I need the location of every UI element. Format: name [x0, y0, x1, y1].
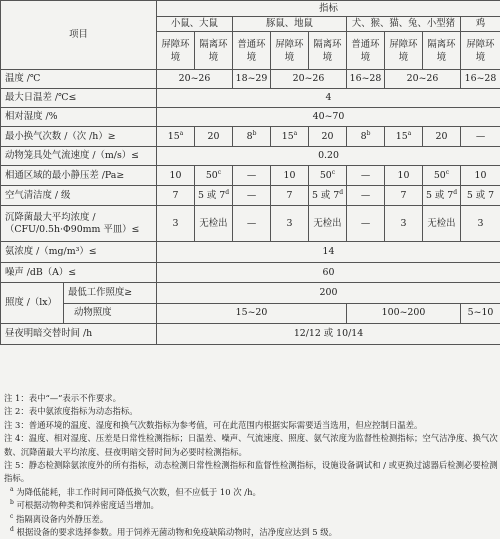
row-label: 动物笼具处气流速度 /（m/s）≤: [1, 147, 157, 166]
cell: 50$^c$: [309, 166, 347, 186]
cell: 15$^a$: [157, 127, 195, 147]
cell: 15$^a$: [385, 127, 423, 147]
cell: 12/12 或 10/14: [157, 324, 500, 345]
cell: 3: [385, 206, 423, 242]
cell: 4: [157, 89, 500, 108]
table-notes: [0, 392, 500, 539]
env-header: 隔离环境: [423, 32, 461, 70]
cell: —: [233, 186, 271, 206]
cell: 20: [309, 127, 347, 147]
header-group-chicken: 鸡: [461, 17, 500, 32]
cell: 15$^a$: [271, 127, 309, 147]
cell: 3: [461, 206, 500, 242]
cell: 50$^c$: [195, 166, 233, 186]
row-label: 氨浓度 /（mg/m³）≤: [1, 242, 157, 263]
env-header: 普通环境: [233, 32, 271, 70]
row-temperature: [1, 70, 500, 89]
cell: 15~20: [157, 303, 347, 324]
row-light-cycle: [1, 324, 500, 345]
cell: 20: [195, 127, 233, 147]
header-group-dog-monkey: 犬、猴、猫、兔、小型猪: [347, 17, 461, 32]
row-relative-humidity: [1, 108, 500, 127]
cell: 5 或 7$^d$: [195, 186, 233, 206]
row-settling-bacteria: [1, 206, 500, 242]
cell: 40~70: [157, 108, 500, 127]
cell: 无检出: [195, 206, 233, 242]
note-3: 注 3：普通环境的温度、湿度和换气次数指标为参考值，可在此范围内根据实际需要适当选用，但应控制日温差。: [0, 419, 500, 432]
cell: 5 或 7$^d$: [309, 186, 347, 206]
min-work-illuminance-label: 最低工作照度≥: [64, 283, 156, 304]
row-label: 相对湿度 /%: [1, 108, 157, 127]
row-label: 最大日温差 /℃≤: [1, 89, 157, 108]
row-ammonia: [1, 242, 500, 263]
cell: 7: [385, 186, 423, 206]
cell: 5 或 7$^d$: [423, 186, 461, 206]
header-group-guinea-pig-hamster: 豚鼠、地鼠: [233, 17, 347, 32]
cell: 14: [157, 242, 500, 263]
cell: 200: [157, 283, 500, 304]
row-noise: [1, 263, 500, 283]
cell: —: [347, 206, 385, 242]
row-label: 相通区域的最小静压差 /Pa≥: [1, 166, 157, 186]
row-label: 照度 /（lx）: [1, 283, 63, 323]
row-label: 沉降菌最大平均浓度 /（CFU/0.5h·Φ90mm 平皿）≤: [1, 206, 157, 242]
row-airflow-speed: [1, 147, 500, 166]
env-header: 屏障环境: [461, 32, 500, 70]
env-header: 屏障环境: [271, 32, 309, 70]
row-illuminance-min: [1, 283, 500, 304]
cell: —: [347, 186, 385, 206]
env-header: 屏障环境: [157, 32, 195, 70]
cell: 100~200: [347, 303, 461, 324]
footnote-d: $^d$ 根据设备的要求选择参数。用于饲养无菌动物和免疫缺陷动物时，洁净度应达到 5 级。: [0, 526, 500, 539]
cell: 16~28: [347, 70, 385, 89]
row-static-pressure: [1, 166, 500, 186]
cell: 10: [385, 166, 423, 186]
cell: 18~29: [233, 70, 271, 89]
note-5: 注 5：静态检测除氨浓度外的所有指标，动态检测日常性检测指标和监督性检测指标，设施设备调试和 / 或更换过滤器后检测必要检测指标。: [0, 459, 500, 486]
header-indicator: 指标: [157, 1, 500, 17]
cell: 20~26: [385, 70, 461, 89]
header-group-mouse-rat: 小鼠、大鼠: [157, 17, 233, 32]
cell: 8$^b$: [233, 127, 271, 147]
cell: 5~10: [461, 303, 500, 324]
cell: —: [233, 166, 271, 186]
cell: 8$^b$: [347, 127, 385, 147]
cell: 10: [271, 166, 309, 186]
row-label: 昼夜明暗交替时间 /h: [1, 324, 157, 345]
footnote-a: $^a$ 为降低能耗，非工作时间可降低换气次数，但不应低于 10 次 /h。: [0, 486, 500, 499]
env-header: 普通环境: [347, 32, 385, 70]
row-label: 噪声 /dB（A）≤: [1, 263, 157, 283]
footnote-c: $^c$ 指隔离设备内外静压差。: [0, 513, 500, 526]
env-header: 隔离环境: [195, 32, 233, 70]
cell: 50$^c$: [423, 166, 461, 186]
cell: 7: [271, 186, 309, 206]
animal-illuminance-label: 动物照度: [64, 304, 156, 324]
cell: —: [233, 206, 271, 242]
cell: 20~26: [157, 70, 233, 89]
cell: 20: [423, 127, 461, 147]
row-label: 最小换气次数 /（次 /h）≥: [1, 127, 157, 147]
note-1: 注 1：表中“—”表示不作要求。: [0, 392, 500, 405]
cell: —: [461, 127, 500, 147]
env-header: 屏障环境: [385, 32, 423, 70]
cell: 5 或 7: [461, 186, 500, 206]
cell: 7: [157, 186, 195, 206]
cell: —: [347, 166, 385, 186]
cell: 3: [157, 206, 195, 242]
cell: 10: [461, 166, 500, 186]
cell: 无检出: [309, 206, 347, 242]
cell: 0.20: [157, 147, 500, 166]
footnote-b: $^b$ 可根据动物种类和饲养密度适当增加。: [0, 499, 500, 512]
row-air-change: [1, 127, 500, 147]
cell: 16~28: [461, 70, 500, 89]
cell: 20~26: [271, 70, 347, 89]
row-max-daily-temp-diff: [1, 89, 500, 108]
note-2: 注 2：表中氨浓度指标为动态指标。: [0, 405, 500, 418]
cell: 60: [157, 263, 500, 283]
row-label: 空气清洁度 / 级: [1, 186, 157, 206]
cell: 3: [271, 206, 309, 242]
cell: 无检出: [423, 206, 461, 242]
row-label: 温度 /℃: [1, 70, 157, 89]
env-header: 隔离环境: [309, 32, 347, 70]
header-item: 项目: [1, 1, 157, 70]
cell: 10: [157, 166, 195, 186]
note-4: 注 4：温度、相对湿度、压差是日常性检测指标；日温差、噪声、气流速度、照度、氨气浓度为监督性检测指标；空气洁净度、换气次数、沉降菌最大平均浓度、昼夜明暗交替时间为必要时检测指标。: [0, 432, 500, 459]
row-air-cleanliness: [1, 186, 500, 206]
